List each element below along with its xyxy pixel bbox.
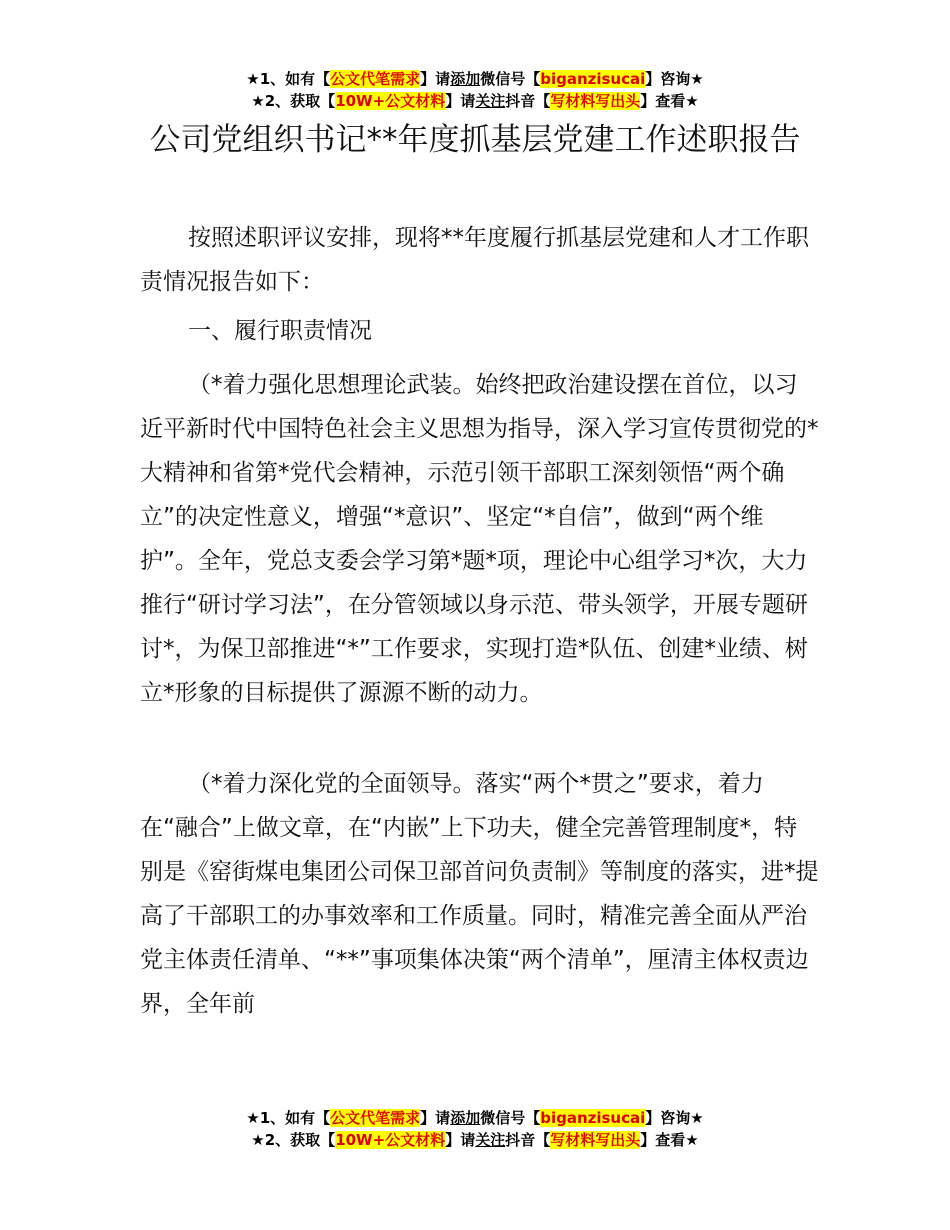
promo-text: ★2、获取【 [251, 92, 336, 110]
promo-banner-bottom [0, 1107, 950, 1151]
promo-highlight: 10W+公文材料 [335, 1131, 446, 1149]
promo-text: 抖音【 [505, 92, 551, 110]
promo-text: ★1、如有【 [246, 1109, 331, 1127]
promo-text: 】咨询★ [645, 70, 704, 88]
document-title: 公司党组织书记**年度抓基层党建工作述职报告 [149, 122, 801, 158]
promo-text: 】咨询★ [645, 1109, 704, 1127]
promo-text: 】请 [420, 70, 451, 88]
promo-highlight: biganzisucai [540, 70, 646, 88]
body-paragraph-1: （*着力强化思想理论武装。始终把政治建设摆在首位，以习近平新时代中国特色社会主义思想为指导，深入学习宣传贯彻党的*大精神和省第*党代会精神，示范引领干部职工深刻领悟“两个确立”的决定性意义，增强“*意识”、坚定“*自信”，做到“两个维护”。全年，党总支委会学习第*题*项，理论中心组学习*次，大力推行“研讨学习法”，在分管领域以身示范、带头领学，开展专题研讨*，为保卫部推进“*”工作要求，实现打造*队伍、创建*业绩、树立*形象的目标提供了源源不断的动力。 [140, 372, 819, 706]
promo-text: ★1、如有【 [246, 70, 331, 88]
promo-line-2 [0, 90, 950, 112]
promo-line-1 [0, 68, 950, 90]
promo-highlight: biganzisucai [540, 1109, 646, 1127]
promo-highlight: 公文代笔需求 [330, 1109, 421, 1127]
promo-underlined: 关注 [475, 1131, 506, 1149]
promo-underlined: 添加 [450, 70, 481, 88]
promo-line-1 [0, 1107, 950, 1129]
promo-highlight: 写材料写出头 [550, 1131, 641, 1149]
promo-text: 微信号【 [480, 1109, 541, 1127]
promo-underlined: 添加 [450, 1109, 481, 1127]
promo-text: 】查看★ [640, 92, 699, 110]
section-heading: 一、履行职责情况 [188, 318, 372, 344]
promo-text: 】请 [445, 92, 476, 110]
promo-text: 微信号【 [480, 70, 541, 88]
body-paragraph-2: （*着力深化党的全面领导。落实“两个*贯之”要求，着力在“融合”上做文章，在“内嵌”上下功夫，健全完善管理制度*，特别是《窑街煤电集团公司保卫部首问负责制》等制度的落实，进*提高了干部职工的办事效率和工作质量。同时，精准完善全面从严治党主体责任清单、“**”事项集体决策“两个清单”，厘清主体权责边界，全年前 [140, 771, 819, 1017]
promo-text: ★2、获取【 [251, 1131, 336, 1149]
promo-text: 】请 [420, 1109, 451, 1127]
intro-paragraph: 按照述职评议安排，现将**年度履行抓基层党建和人才工作职责情况报告如下： [140, 225, 809, 295]
promo-line-2 [0, 1129, 950, 1151]
promo-underlined: 关注 [475, 92, 506, 110]
promo-text: 抖音【 [505, 1131, 551, 1149]
promo-highlight: 写材料写出头 [550, 92, 641, 110]
promo-highlight: 公文代笔需求 [330, 70, 421, 88]
promo-text: 】查看★ [640, 1131, 699, 1149]
promo-text: 】请 [445, 1131, 476, 1149]
promo-highlight: 10W+公文材料 [335, 92, 446, 110]
promo-banner-top [0, 68, 950, 112]
